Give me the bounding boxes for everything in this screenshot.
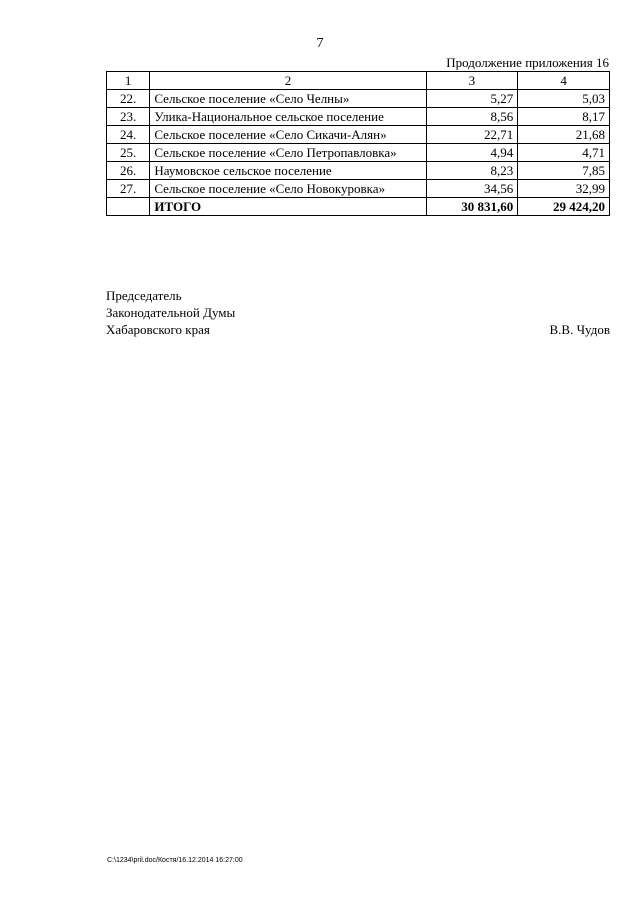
settlement-name: Сельское поселение «Село Новокуровка» xyxy=(150,180,426,198)
value-col-4: 32,99 xyxy=(518,180,610,198)
row-number: 25. xyxy=(107,144,150,162)
settlement-name: Сельское поселение «Село Сикачи-Алян» xyxy=(150,126,426,144)
value-col-3: 5,27 xyxy=(426,90,518,108)
value-col-3: 34,56 xyxy=(426,180,518,198)
settlement-name: Наумовское сельское поселение xyxy=(150,162,426,180)
row-number: 26. xyxy=(107,162,150,180)
settlement-name: Улика-Национальное сельское поселение xyxy=(150,108,426,126)
header-col-1: 1 xyxy=(107,72,150,90)
row-number: 27. xyxy=(107,180,150,198)
file-path-footer: C:\1234\pril.doc/Костя/16.12.2014 16:27:00 xyxy=(107,857,243,864)
table-row xyxy=(107,90,610,108)
value-col-4: 5,03 xyxy=(518,90,610,108)
continuation-label: Продолжение приложения 16 xyxy=(446,55,609,70)
appendix-table xyxy=(106,71,610,216)
total-row xyxy=(107,198,610,216)
header-col-4: 4 xyxy=(518,72,610,90)
settlement-name: Сельское поселение «Село Петропавловка» xyxy=(150,144,426,162)
total-number xyxy=(107,198,150,216)
value-col-4: 21,68 xyxy=(518,126,610,144)
signature-block xyxy=(106,287,610,338)
table-row xyxy=(107,180,610,198)
total-col-3: 30 831,60 xyxy=(426,198,518,216)
total-col-4: 29 424,20 xyxy=(518,198,610,216)
value-col-3: 22,71 xyxy=(426,126,518,144)
table-row xyxy=(107,162,610,180)
page-number: 7 xyxy=(316,36,324,51)
total-label: ИТОГО xyxy=(150,198,426,216)
settlement-name: Сельское поселение «Село Челны» xyxy=(150,90,426,108)
signatory-title-line-1: Председатель xyxy=(106,288,182,303)
header-col-2: 2 xyxy=(150,72,426,90)
table-row xyxy=(107,108,610,126)
value-col-3: 8,23 xyxy=(426,162,518,180)
row-number: 24. xyxy=(107,126,150,144)
table-row xyxy=(107,144,610,162)
table-header-row xyxy=(107,72,610,90)
value-col-4: 7,85 xyxy=(518,162,610,180)
signatory-name: В.В. Чудов xyxy=(549,322,610,337)
signatory-title-line-2: Законодательной Думы xyxy=(106,305,236,320)
row-number: 23. xyxy=(107,108,150,126)
row-number: 22. xyxy=(107,90,150,108)
header-col-3: 3 xyxy=(426,72,518,90)
table-row xyxy=(107,126,610,144)
value-col-4: 8,17 xyxy=(518,108,610,126)
value-col-3: 8,56 xyxy=(426,108,518,126)
value-col-3: 4,94 xyxy=(426,144,518,162)
value-col-4: 4,71 xyxy=(518,144,610,162)
signatory-title-line-3: Хабаровского края xyxy=(106,322,210,337)
